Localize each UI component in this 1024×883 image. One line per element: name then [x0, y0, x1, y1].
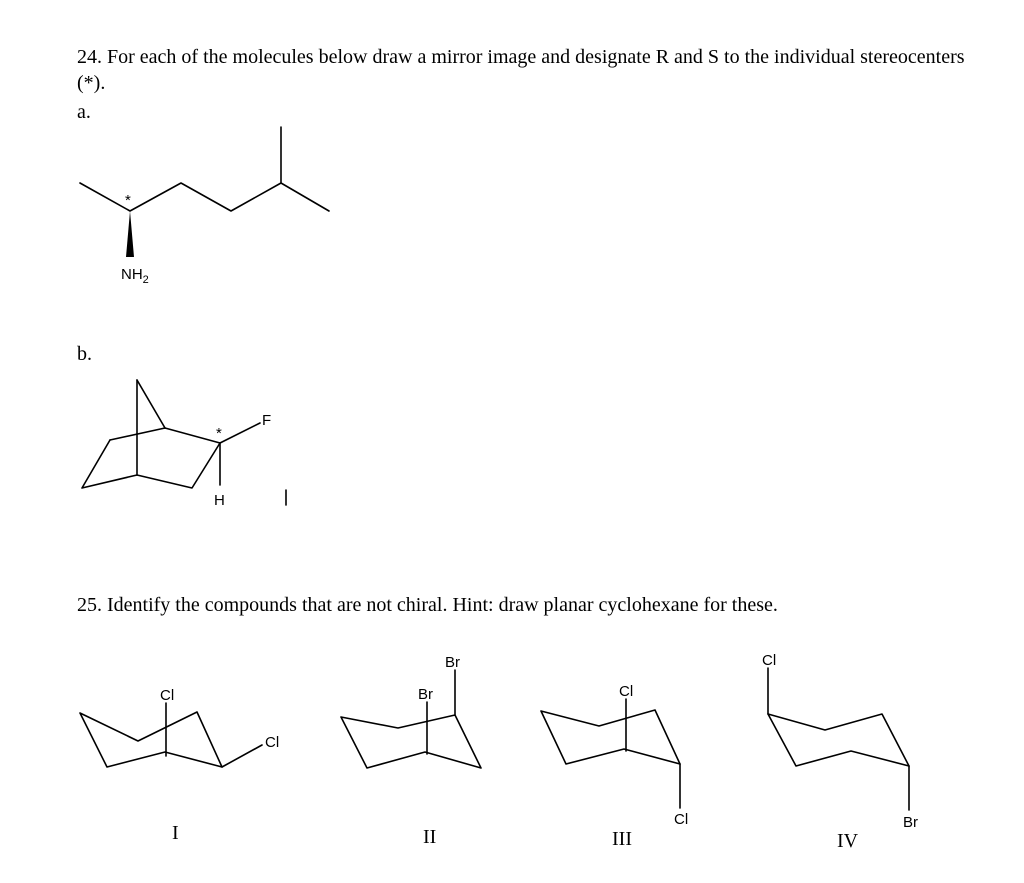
compound-label-iii: III — [612, 828, 632, 850]
br-label: Br — [418, 686, 433, 703]
cl-label: Cl — [265, 734, 280, 751]
stereocenter-star: * — [125, 192, 131, 209]
cl-label: Cl — [160, 687, 175, 704]
part-b-label: b. — [77, 343, 92, 365]
question-24-text: 24. For each of the molecules below draw a mirror image and designate R and S to the individual stereocenters (*). — [77, 46, 965, 94]
molecule-b — [82, 380, 286, 509]
nh2-label: $NH_2$ — [121, 266, 149, 286]
compound-iv-structure — [762, 652, 918, 831]
hydrogen-label: H — [214, 492, 225, 509]
compound-ii-structure — [341, 654, 481, 768]
cl-label: Cl — [674, 811, 689, 828]
compound-label-ii: II — [423, 826, 437, 848]
br-label: Br — [445, 654, 460, 671]
fluorine-label: F — [262, 412, 272, 429]
compound-label-i: I — [172, 822, 179, 844]
cl-label: Cl — [762, 652, 777, 669]
question-25-text: 25. Identify the compounds that are not chiral. Hint: draw planar cyclohexane for these. — [77, 594, 778, 616]
br-label: Br — [903, 814, 918, 831]
compound-i-structure — [80, 687, 279, 767]
cl-label: Cl — [619, 683, 634, 700]
compound-iii-structure — [541, 683, 688, 828]
molecule-a — [80, 127, 329, 286]
stereocenter-star: * — [216, 425, 222, 442]
compound-label-iv: IV — [837, 830, 859, 852]
part-a-label: a. — [77, 101, 91, 123]
